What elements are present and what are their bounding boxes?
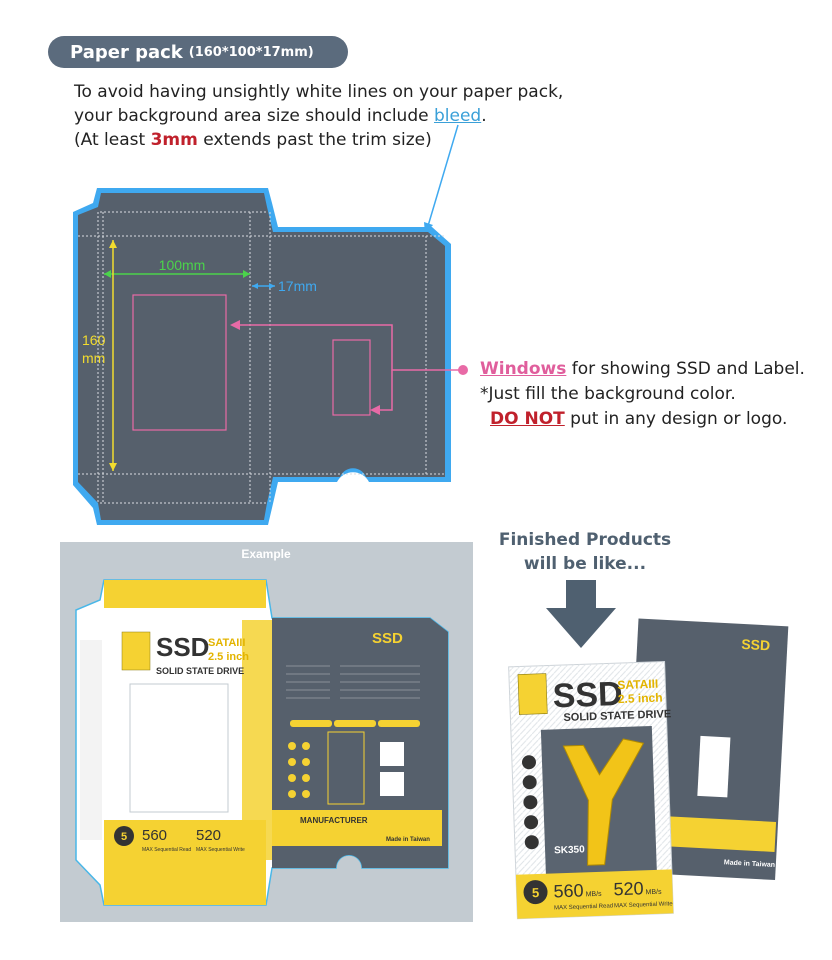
finished-line-2: will be like... [523,554,647,574]
example-size-text: 2.5 inch [208,651,249,663]
height-label-unit: mm [82,350,106,366]
example-back-ssd-text: SSD [372,630,403,647]
windows-note-line-3 [480,407,805,432]
example-made-in: Made in Taiwan [386,837,430,843]
down-arrow [546,580,616,648]
finished-front-card [509,661,678,918]
example-warranty-text: 5 [120,831,128,843]
window-callout-dot [458,365,468,375]
bleed-amount: 3mm [150,130,198,150]
example-logo [122,632,150,670]
windows-link[interactable]: Windows [480,359,567,379]
finished-write-label: MAX Sequential Write [613,901,673,910]
finished-write-unit: MB/s [645,888,662,897]
finished-line-1: Finished Products [498,530,672,550]
finished-size-text: 2.5 inch [617,690,663,707]
windows-note-line-1 [480,357,805,382]
height-label-number: 160 [82,332,106,348]
section-size: (160*100*17mm) [188,44,314,60]
example-write-speed: 520 [196,827,222,844]
bleed-link[interactable]: bleed [433,106,482,126]
example-top-flap [104,580,266,608]
example-sata-text: SATAIII [208,637,246,649]
finished-back-ssd: SSD [740,635,771,654]
example-drive-text: SOLID STATE DRIVE [156,666,245,676]
example-back-manufacturer: MANUFACTURER [300,816,368,825]
finished-back-made-in: Made in Taiwan [723,859,776,869]
intro-line-2-text: your background area size should include [74,106,434,126]
example-read-label: MAX Sequential Read [142,847,192,853]
finished-warranty: 5 [531,884,540,901]
finished-products-heading [480,528,690,576]
finished-read-speed: 560 [553,880,584,902]
windows-note [480,357,805,432]
example-ssd-text: SSD [156,632,210,662]
example-bottom-flap [104,860,266,905]
intro-line-3-end: extends past the trim size) [197,130,432,150]
width-label: 100mm [158,257,206,273]
example-window [130,684,228,812]
finished-write-speed: 520 [613,878,644,900]
example-qr-code-2 [380,772,404,796]
finished-ssd-text: SSD [552,674,624,716]
intro-line-3-text: (At least [74,130,151,150]
finished-drive-text: SOLID STATE DRIVE [563,708,672,725]
windows-note-line-3-text: put in any design or logo. [564,409,788,429]
finished-sata-text: SATAIII [617,676,659,693]
finished-model-text: SK350 [553,844,585,857]
windows-note-line-2: *Just fill the background color. [480,384,736,404]
depth-label: 17mm [278,278,317,294]
example-back-yellow-tags [290,720,420,727]
example-write-label: MAX Sequential Write [196,847,245,853]
bleed-pointer-line [428,125,458,226]
intro-line-1: To avoid having unsightly white lines on your paper pack, [74,82,564,102]
finished-read-unit: MB/s [585,890,602,899]
example-label: Example [241,547,291,561]
intro-line-2-end: . [481,106,487,126]
example-left-flap [80,640,102,840]
windows-note-line-1-text: for showing SSD and Label. [566,359,805,379]
do-not-warning: DO NOT [490,409,565,429]
example-qr-code-1 [380,742,404,766]
section-title: Paper pack [70,41,183,63]
example-read-speed: 560 [142,827,168,844]
finished-read-label: MAX Sequential Read [554,903,614,912]
